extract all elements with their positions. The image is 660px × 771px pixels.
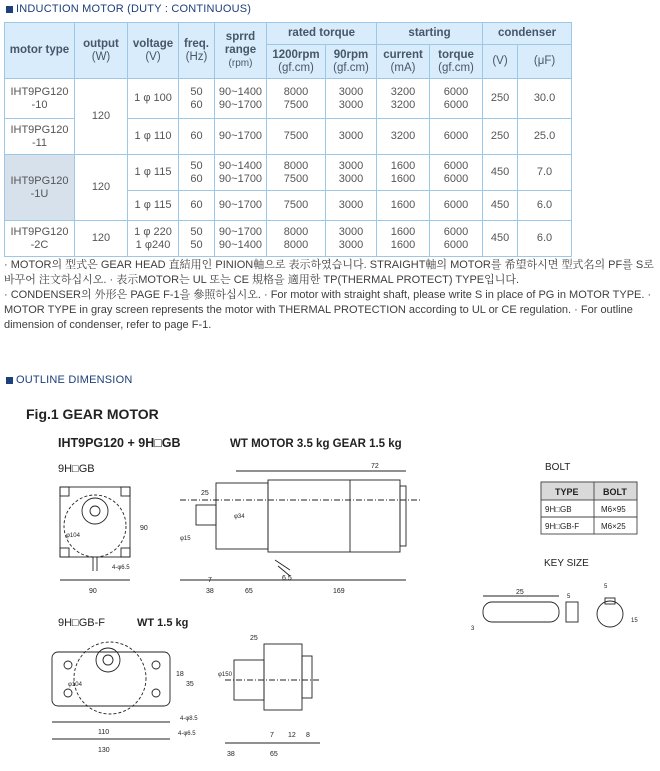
th-rated-torque: rated torque xyxy=(267,23,377,45)
th-freq: freq. (Hz) xyxy=(179,23,215,79)
svg-text:5: 5 xyxy=(604,584,608,590)
th-speed-range: sprrd range (rpm) xyxy=(215,23,267,79)
th-starting: starting xyxy=(377,23,483,45)
svg-text:8: 8 xyxy=(306,732,310,739)
gearf-side-view xyxy=(225,644,320,743)
table-cell: 3000 xyxy=(326,119,377,155)
outline-drawing xyxy=(0,390,660,771)
table-cell: 3000 3000 xyxy=(326,155,377,191)
svg-text:38: 38 xyxy=(227,751,235,758)
svg-text:130: 130 xyxy=(98,747,110,754)
table-cell: 8000 8000 xyxy=(267,221,326,257)
svg-text:M6×95: M6×95 xyxy=(601,505,626,514)
svg-text:M6×25: M6×25 xyxy=(601,522,626,531)
table-row xyxy=(5,155,572,191)
gbf-label: 9H□GB-F xyxy=(58,617,105,629)
table-cell: 450 xyxy=(483,191,518,221)
svg-text:φ104: φ104 xyxy=(66,533,80,539)
weight-label: WT MOTOR 3.5 kg GEAR 1.5 kg xyxy=(230,438,402,450)
table-cell: 50 50 xyxy=(179,221,215,257)
svg-text:9H□GB-F: 9H□GB-F xyxy=(545,522,580,531)
svg-text:6.5: 6.5 xyxy=(282,575,292,582)
svg-text:25: 25 xyxy=(250,635,258,642)
svg-text:7: 7 xyxy=(270,732,274,739)
section-title-outline: OUTLINE DIMENSION xyxy=(6,374,132,386)
table-cell: 8000 7500 xyxy=(267,155,326,191)
svg-text:169: 169 xyxy=(333,588,345,595)
gearf-front-view xyxy=(52,642,170,739)
note-1: · MOTOR의 型式은 GEAR HEAD 直結用인 PINION軸으로 表示하였습니다. STRAIGHT軸의 MOTOR를 希望하시면 型式名의 PF를 S로 바꾸어 注文하십시오. · 表示MOTOR는 UL 또는 CE 規格을 適用한 TP(THERMAL PROTECT) TYPE입니다. xyxy=(4,259,654,286)
table-cell: 90~1700 xyxy=(215,191,267,221)
table-cell: 6000 6000 xyxy=(430,221,483,257)
svg-text:φ34: φ34 xyxy=(234,514,245,520)
table-cell: 1600 1600 xyxy=(377,221,430,257)
gbf-weight: WT 1.5 kg xyxy=(137,617,189,629)
table-cell: IHT9PG120 -11 xyxy=(5,119,75,155)
svg-text:15: 15 xyxy=(631,618,638,624)
table-cell: 1600 1600 xyxy=(377,155,430,191)
table-cell: 1 φ 220 1 φ240 xyxy=(128,221,179,257)
table-cell: 50 60 xyxy=(179,79,215,119)
bolt-title: BOLT xyxy=(545,462,571,473)
table-cell: 30.0 xyxy=(518,79,572,119)
svg-text:90: 90 xyxy=(89,588,97,595)
table-cell: 450 xyxy=(483,221,518,257)
model-label: IHT9PG120 + 9H□GB xyxy=(58,436,181,450)
table-cell: IHT9PG120 -10 xyxy=(5,79,75,119)
table-cell: 1 φ 100 xyxy=(128,79,179,119)
th-cond-uf: (μF) xyxy=(518,45,572,79)
table-cell: 3200 3200 xyxy=(377,79,430,119)
svg-text:7: 7 xyxy=(208,577,212,584)
table-cell: 7500 xyxy=(267,191,326,221)
svg-text:φ15: φ15 xyxy=(180,536,191,542)
svg-text:5: 5 xyxy=(567,594,571,600)
table-cell: 120 xyxy=(75,79,128,155)
svg-text:35: 35 xyxy=(186,681,194,688)
svg-text:38: 38 xyxy=(206,588,214,595)
th-1200rpm: 1200rpm (gf.cm) xyxy=(267,45,326,79)
notes xyxy=(4,258,658,333)
gb-label: 9H□GB xyxy=(58,463,95,475)
table-cell: 1 φ 115 xyxy=(128,191,179,221)
svg-text:φ104: φ104 xyxy=(68,682,82,688)
section-title-induction: INDUCTION MOTOR (DUTY : CONTINUOUS) xyxy=(6,3,251,15)
table-cell: IHT9PG120 -2C xyxy=(5,221,75,257)
svg-text:4-φ6.5: 4-φ6.5 xyxy=(178,731,196,737)
table-row xyxy=(5,79,572,119)
table-cell: 50 60 xyxy=(179,155,215,191)
svg-text:12: 12 xyxy=(288,732,296,739)
svg-text:9H□GB: 9H□GB xyxy=(545,505,572,514)
motor-side-view xyxy=(180,471,420,580)
table-cell: 120 xyxy=(75,221,128,257)
table-cell: 90~1400 90~1700 xyxy=(215,155,267,191)
key-drawing xyxy=(483,596,623,627)
bullet-square-icon xyxy=(6,6,13,13)
table-cell: 1 φ 110 xyxy=(128,119,179,155)
table-cell: 6000 xyxy=(430,191,483,221)
key-title: KEY SIZE xyxy=(544,558,589,569)
table-row xyxy=(5,221,572,257)
spec-table xyxy=(4,22,572,257)
table-cell: 3000 xyxy=(326,191,377,221)
th-current: current (mA) xyxy=(377,45,430,79)
table-cell: 6000 6000 xyxy=(430,79,483,119)
svg-text:90: 90 xyxy=(140,525,148,532)
table-cell: 90~1700 90~1400 xyxy=(215,221,267,257)
table-cell: 7500 xyxy=(267,119,326,155)
svg-text:4-φ6.5: 4-φ6.5 xyxy=(112,565,130,571)
table-cell: 8000 7500 xyxy=(267,79,326,119)
svg-text:25: 25 xyxy=(201,490,209,497)
svg-text:65: 65 xyxy=(245,588,253,595)
table-cell: 90~1700 xyxy=(215,119,267,155)
table-cell: 1600 xyxy=(377,191,430,221)
th-condenser: condenser xyxy=(483,23,572,45)
table-cell: 60 xyxy=(179,191,215,221)
th-voltage: voltage (V) xyxy=(128,23,179,79)
svg-text:φ150: φ150 xyxy=(218,672,232,678)
table-cell: 3000 3000 xyxy=(326,221,377,257)
note-2: · CONDENSER의 外形은 PAGE F-1을 參照하십시오. · For motor with straight shaft, please write S in place of PG in MOTOR TYPE. · MOTOR TYPE in gray screen represents the motor with THERMAL PROTECTION according to UL or CE regulation. · For outline dimension of condenser, refer to page F-1. xyxy=(4,289,652,331)
svg-text:25: 25 xyxy=(516,589,524,596)
table-cell: 3000 3000 xyxy=(326,79,377,119)
table-cell: 250 xyxy=(483,119,518,155)
svg-text:110: 110 xyxy=(98,729,110,736)
svg-text:3: 3 xyxy=(471,626,475,632)
svg-text:4-φ8.5: 4-φ8.5 xyxy=(180,716,198,722)
table-cell: 450 xyxy=(483,155,518,191)
th-torque: torque (gf.cm) xyxy=(430,45,483,79)
table-cell: 7.0 xyxy=(518,155,572,191)
table-cell: 1 φ 115 xyxy=(128,155,179,191)
table-cell: 60 xyxy=(179,119,215,155)
th-output: output (W) xyxy=(75,23,128,79)
svg-text:18: 18 xyxy=(176,671,184,678)
table-cell: 6000 xyxy=(430,119,483,155)
table-cell: 6.0 xyxy=(518,221,572,257)
table-cell: 6000 6000 xyxy=(430,155,483,191)
table-cell: 6.0 xyxy=(518,191,572,221)
svg-text:65: 65 xyxy=(270,751,278,758)
th-cond-v: (V) xyxy=(483,45,518,79)
table-cell: IHT9PG120 -1U xyxy=(5,155,75,221)
figure-title: Fig.1 GEAR MOTOR xyxy=(26,406,159,422)
table-cell: 25.0 xyxy=(518,119,572,155)
table-cell: 3200 xyxy=(377,119,430,155)
table-cell: 90~1400 90~1700 xyxy=(215,79,267,119)
bullet-square-icon xyxy=(6,377,13,384)
svg-text:72: 72 xyxy=(371,463,379,470)
table-cell: 120 xyxy=(75,155,128,221)
svg-text:TYPE: TYPE xyxy=(555,487,579,497)
table-cell: 250 xyxy=(483,79,518,119)
th-motor-type: motor type xyxy=(5,23,75,79)
svg-text:BOLT: BOLT xyxy=(603,487,627,497)
th-90rpm: 90rpm (gf.cm) xyxy=(326,45,377,79)
